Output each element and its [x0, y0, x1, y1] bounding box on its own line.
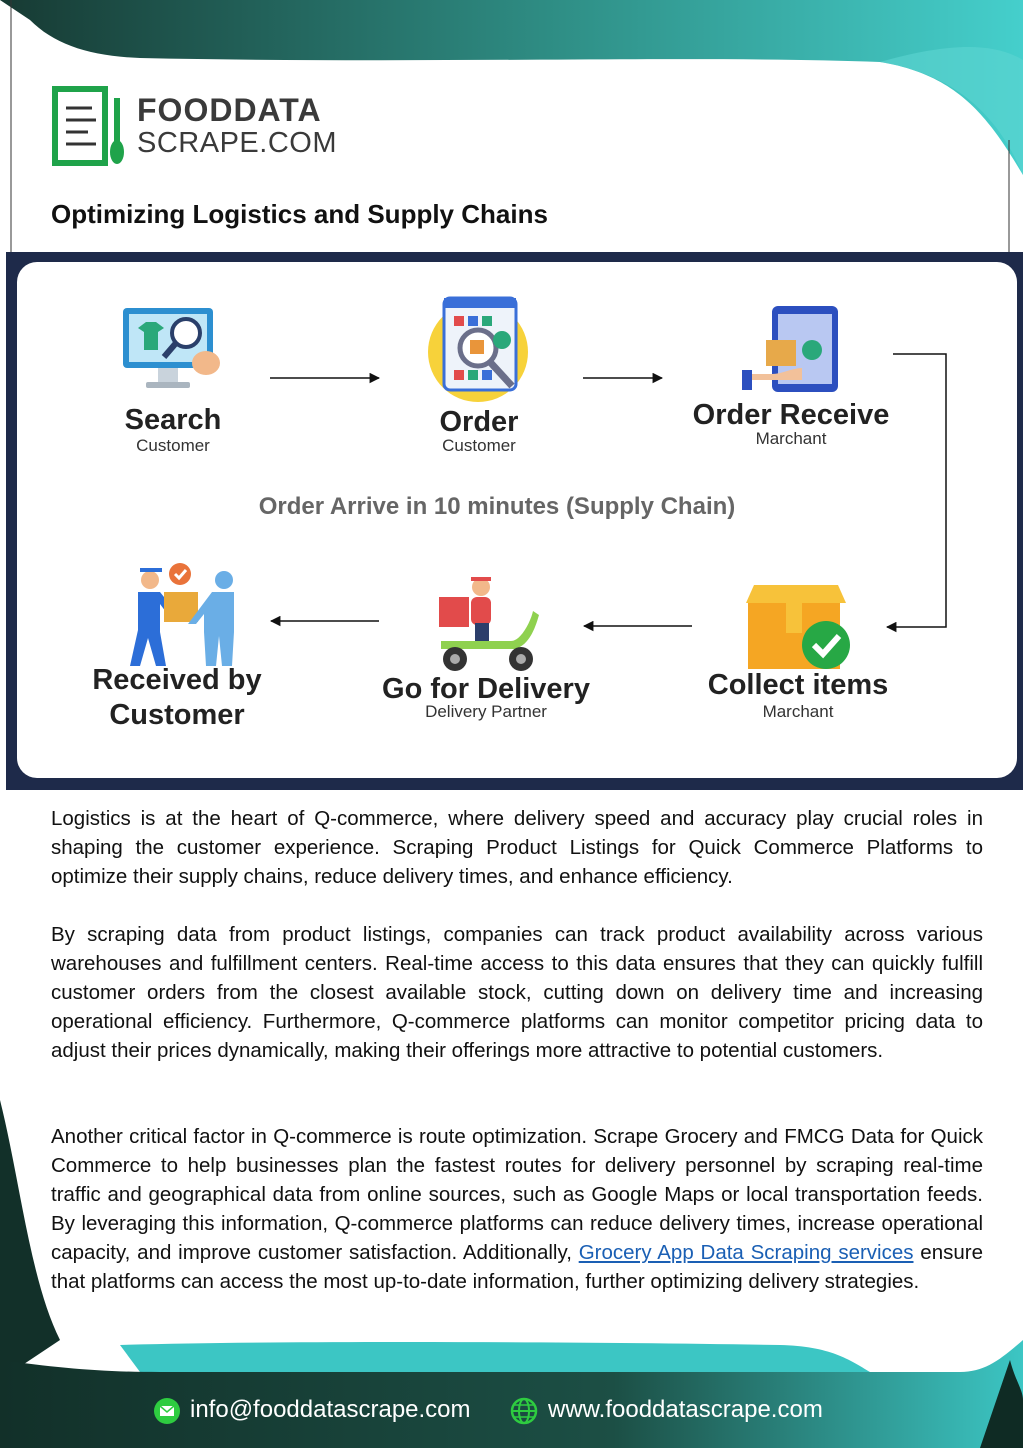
step-order-receive-subtitle: Marchant: [755, 429, 827, 448]
logo-text-line1: FOODDATA: [137, 92, 322, 128]
step-delivery-title: Go for Delivery: [382, 673, 590, 705]
paragraph-3-text-end: ensure that platforms can access the most up-to-date information, further optimizing delivery strategies.: [51, 1241, 983, 1293]
paragraph-3-text-start: Another critical factor in Q-commerce is route optimization. Scrape Grocery and FMCG Data for Quick Commerce to help businesses plan the fastest routes for delivery personnel by scraping real-time traffic and geographical data from online sources, such as Google Maps or local transportation feeds. By leveraging this information, Q-commerce platforms can reduce delivery times, increase operational capacity, and improve customer satisfaction. Additionally,: [51, 1125, 983, 1264]
step-order-title: Order: [439, 406, 519, 438]
step-search-title: Search: [124, 404, 222, 436]
step-delivery-subtitle: Delivery Partner: [425, 702, 547, 721]
page-title: Optimizing Logistics and Supply Chains: [51, 199, 548, 229]
footer-website[interactable]: www.fooddatascrape.com: [548, 1396, 823, 1423]
grocery-app-scraping-link[interactable]: Grocery App Data Scraping services: [578, 1241, 914, 1264]
arrow-receive-to-collect: [887, 354, 946, 627]
step-search-subtitle: Customer: [136, 436, 210, 455]
paragraph-1: Logistics is at the heart of Q-commerce, where delivery speed and accuracy play crucial roles in shaping the customer experience. Scraping Product Listings for Quick Commerce Platforms to optimize their supply chains, reduce delivery times, and enhance efficiency.: [51, 807, 983, 888]
logo-text-line2: SCRAPE.COM: [137, 127, 337, 159]
footer-email[interactable]: info@fooddatascrape.com: [190, 1396, 471, 1423]
globe-icon: [510, 1397, 538, 1425]
diagram-center-label: Order Arrive in 10 minutes (Supply Chain): [258, 493, 736, 520]
bottom-teal-band: [120, 1342, 870, 1372]
step-collect-title: Collect items: [707, 669, 889, 701]
step-collect-subtitle: Marchant: [762, 702, 834, 721]
mail-icon: [153, 1397, 181, 1425]
paragraph-3: [51, 1122, 983, 1296]
step-order-subtitle: Customer: [442, 436, 516, 455]
paragraph-2: By scraping data from product listings, companies can track product availability across various warehouses and fulfillment centers. Real-time access to this data ensures that they can quickly fulfill customer orders from the closest available stock, cutting down on delivery time and increasing operational efficiency. Furthermore, Q-commerce platforms can monitor competitor pricing data to adjust their prices dynamically, making their offerings more attractive to potential customers.: [51, 923, 983, 1062]
step-received-title-line2: Customer: [109, 699, 245, 731]
step-received-title-line1: Received by: [92, 664, 262, 696]
step-order-receive-title: Order Receive: [692, 399, 890, 431]
